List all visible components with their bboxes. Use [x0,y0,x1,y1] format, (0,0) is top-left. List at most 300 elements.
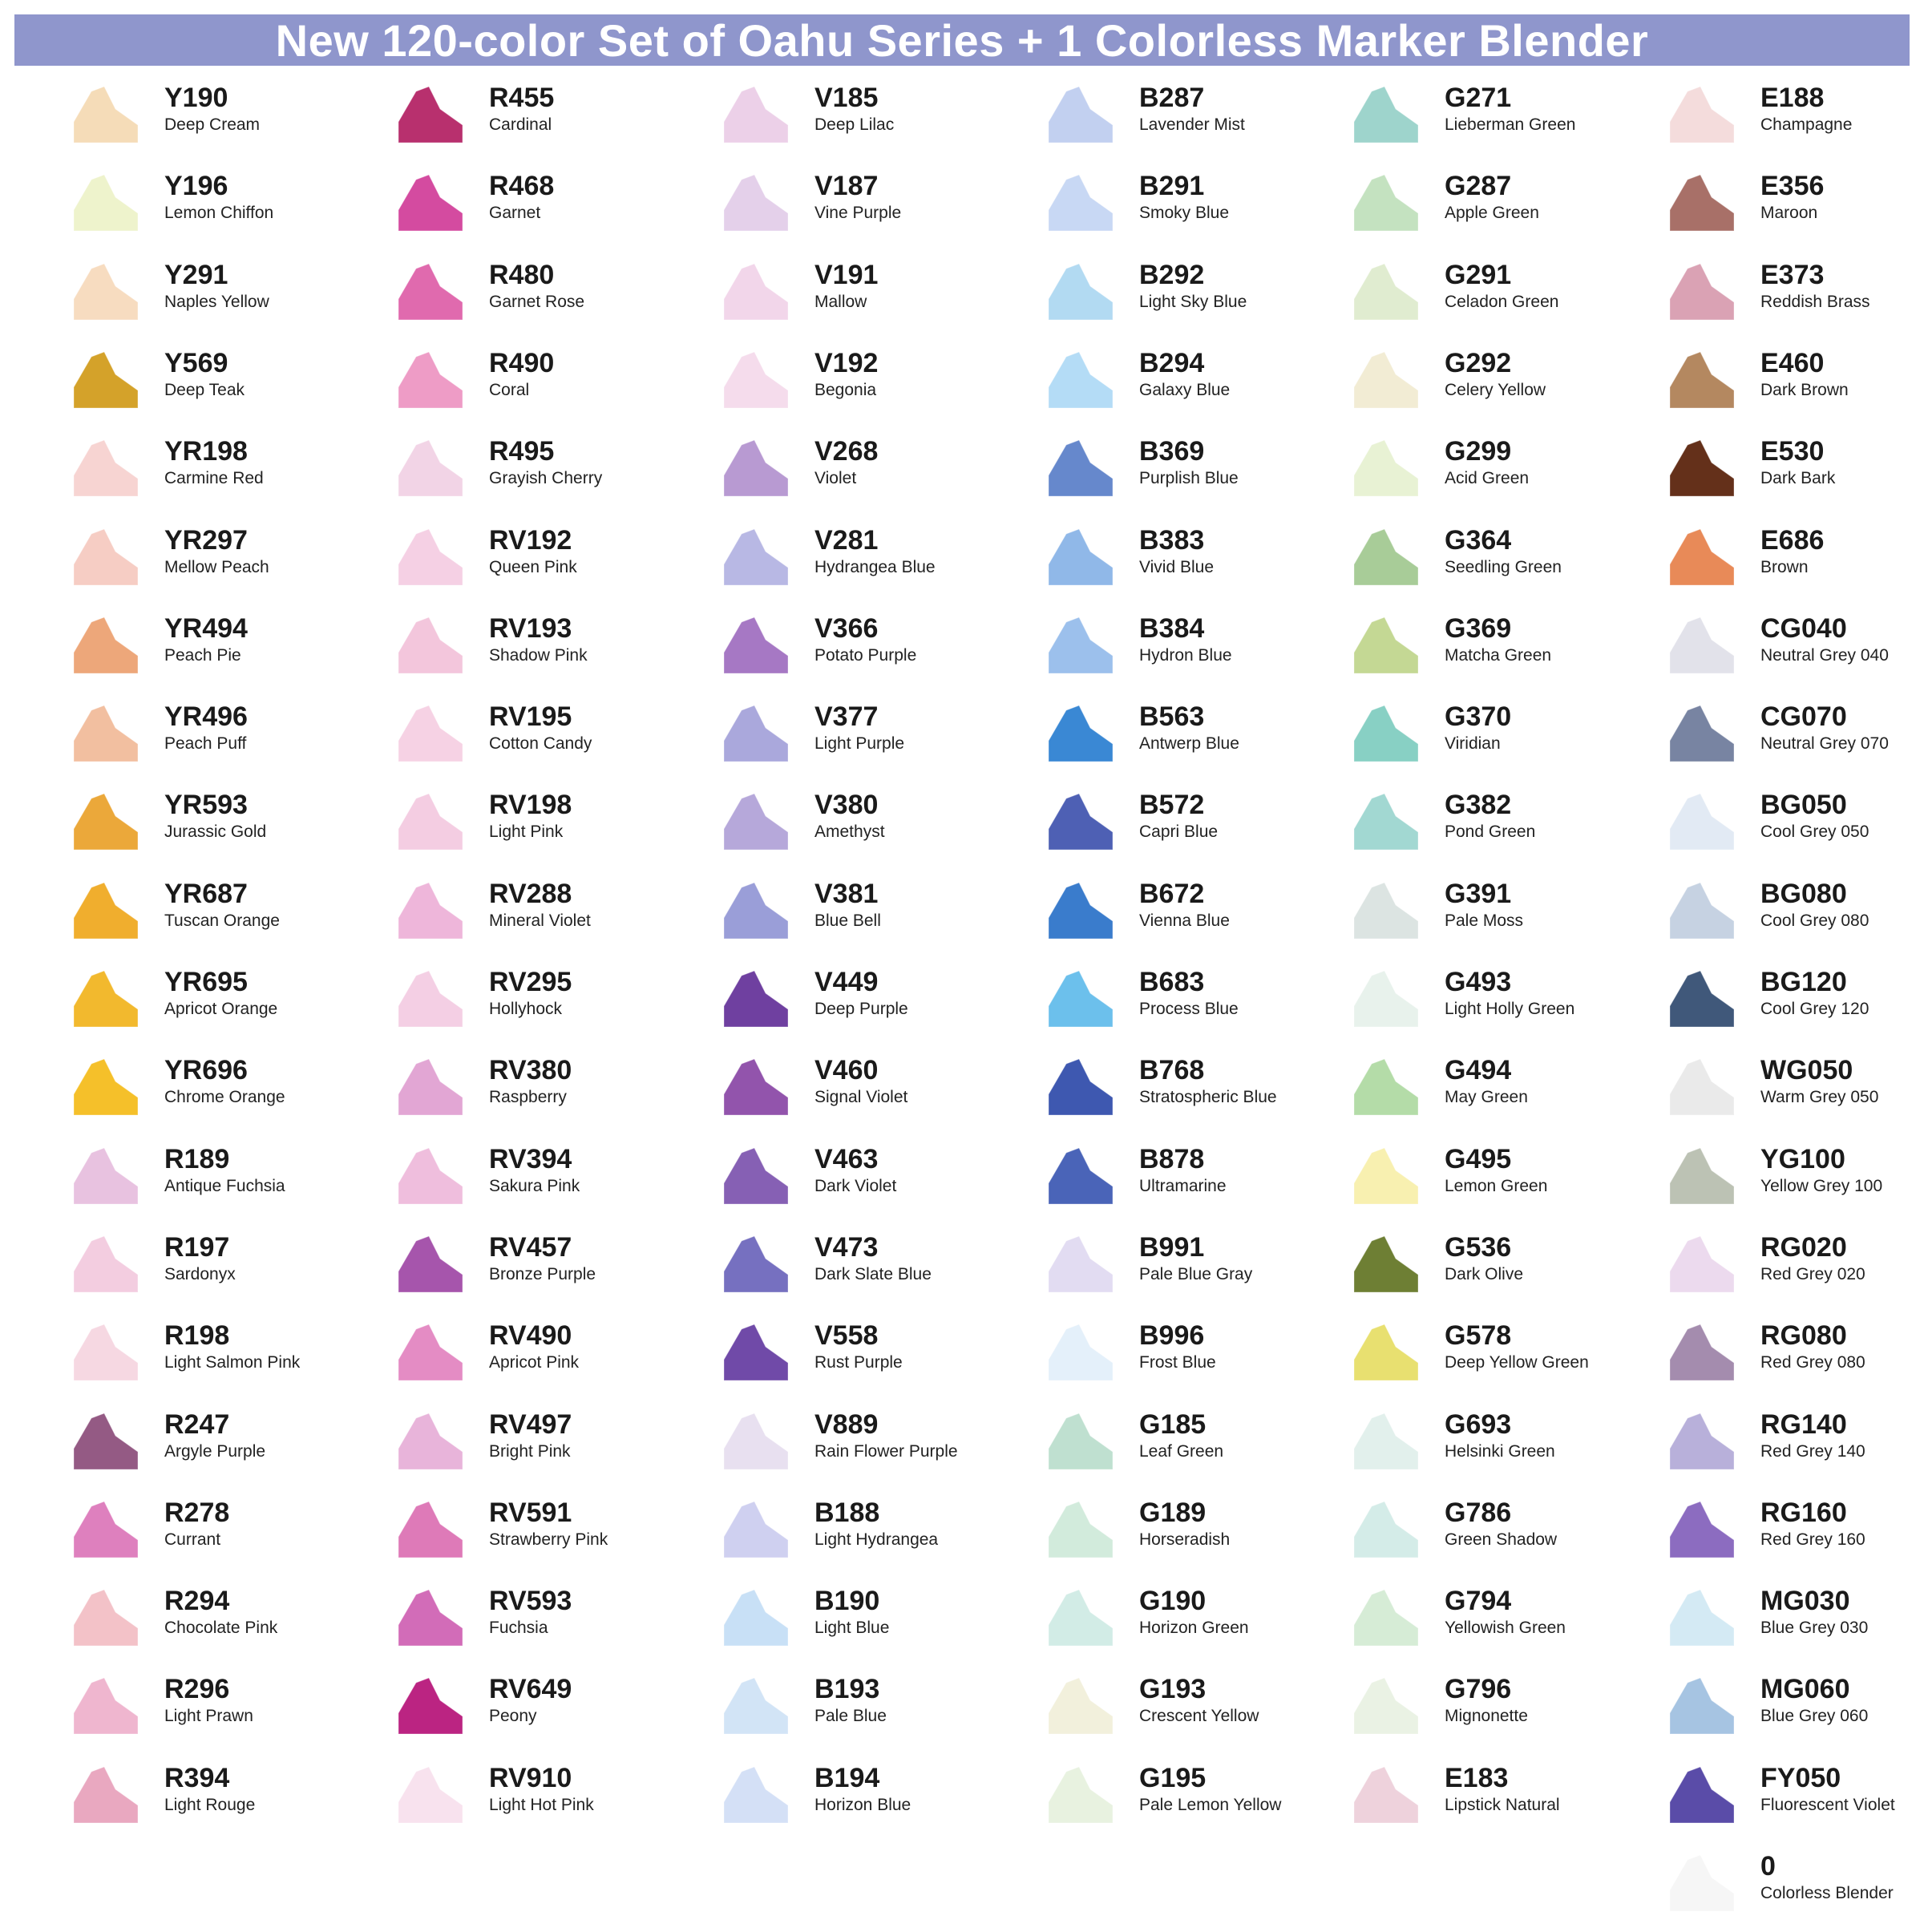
color-name: Brown [1760,558,1809,576]
color-name: Queen Pink [489,558,577,576]
marker-swatch-icon [74,794,138,850]
color-name: Light Hot Pink [489,1796,594,1814]
marker-swatch-icon [74,352,138,408]
marker-swatch-icon [74,1678,138,1734]
color-item [1354,968,1659,1048]
marker-swatch-icon [1049,1590,1113,1646]
marker-swatch-icon [1354,1413,1418,1469]
marker-swatch-icon [1670,705,1734,762]
color-item [724,1233,1029,1313]
color-code: RV457 [489,1232,572,1263]
color-code: V192 [814,348,879,378]
color-code: YR494 [164,613,248,644]
color-name: Rain Flower Purple [814,1442,958,1461]
color-name: Peach Pie [164,646,241,665]
color-item [1049,261,1353,341]
color-code: RV193 [489,613,572,644]
color-name: Light Purple [814,734,905,753]
color-code: B190 [814,1586,880,1616]
color-code: G382 [1445,790,1512,820]
color-code: B292 [1139,260,1205,290]
color-name: Blue Grey 030 [1760,1619,1869,1637]
marker-swatch-icon [398,1590,463,1646]
color-item [398,172,703,252]
color-item [74,172,378,252]
color-code: RV288 [489,879,572,909]
color-code: RV295 [489,967,572,997]
color-name: Violet [814,469,857,487]
color-item [724,83,1029,164]
color-item [1670,261,1924,341]
color-code: R455 [489,83,555,113]
color-item [398,526,703,606]
color-item [398,1321,703,1401]
color-name: Stratospheric Blue [1139,1088,1277,1106]
color-item [1670,1586,1924,1667]
color-code: G364 [1445,525,1512,556]
color-item [1670,1498,1924,1578]
color-item [74,1498,378,1578]
color-code: V449 [814,967,879,997]
color-code: CG040 [1760,613,1847,644]
color-item [724,349,1029,429]
marker-swatch-icon [724,1502,788,1558]
marker-swatch-icon [1354,794,1418,850]
color-code: FY050 [1760,1763,1841,1793]
color-name: Cool Grey 080 [1760,911,1869,930]
color-item [1354,1498,1659,1578]
color-item [724,437,1029,517]
color-item [1670,526,1924,606]
color-code: B878 [1139,1144,1205,1174]
color-item [1049,1321,1353,1401]
color-item [1049,1233,1353,1313]
color-name: Reddish Brass [1760,293,1870,311]
color-item [398,614,703,694]
marker-swatch-icon [1049,264,1113,320]
marker-swatch-icon [74,87,138,143]
color-code: B563 [1139,701,1205,732]
color-name: Pale Lemon Yellow [1139,1796,1282,1814]
color-code: G693 [1445,1409,1512,1440]
color-name: Dark Brown [1760,381,1849,399]
color-item [1670,1852,1924,1932]
color-code: B572 [1139,790,1205,820]
color-item [1670,702,1924,782]
color-item [74,790,378,871]
marker-swatch-icon [398,1413,463,1469]
marker-swatch-icon [398,617,463,673]
color-name: Frost Blue [1139,1353,1216,1372]
marker-swatch-icon [724,440,788,496]
color-name: Fluorescent Violet [1760,1796,1895,1814]
color-item [1049,702,1353,782]
marker-swatch-icon [1670,529,1734,585]
color-item [74,526,378,606]
marker-swatch-icon [1049,175,1113,231]
color-code: R294 [164,1586,230,1616]
color-code: BG120 [1760,967,1847,997]
color-name: Antique Fuchsia [164,1177,285,1195]
color-code: RV910 [489,1763,572,1793]
color-code: E373 [1760,260,1825,290]
marker-swatch-icon [398,971,463,1027]
color-item [724,879,1029,960]
color-item [398,1056,703,1136]
color-code: G391 [1445,879,1512,909]
color-code: 0 [1760,1851,1776,1881]
color-item [74,261,378,341]
color-item [724,1410,1029,1490]
color-name: Mineral Violet [489,911,591,930]
color-item [1354,1056,1659,1136]
marker-swatch-icon [1670,1413,1734,1469]
color-code: R198 [164,1320,230,1351]
color-code: R189 [164,1144,230,1174]
marker-swatch-icon [398,1767,463,1823]
color-item [1354,1675,1659,1755]
color-name: Argyle Purple [164,1442,266,1461]
color-name: Helsinki Green [1445,1442,1555,1461]
marker-swatch-icon [1670,1324,1734,1380]
marker-swatch-icon [1354,617,1418,673]
color-name: Light Blue [814,1619,890,1637]
color-code: R247 [164,1409,230,1440]
color-item [1049,83,1353,164]
marker-swatch-icon [1049,1413,1113,1469]
color-name: Green Shadow [1445,1530,1558,1549]
color-name: Cotton Candy [489,734,592,753]
color-name: Pale Blue [814,1707,887,1725]
color-code: RV394 [489,1144,572,1174]
marker-swatch-icon [398,1502,463,1558]
marker-swatch-icon [1670,87,1734,143]
color-item [74,1056,378,1136]
color-name: Begonia [814,381,877,399]
color-name: Fuchsia [489,1619,548,1637]
marker-swatch-icon [1354,883,1418,939]
color-name: Dark Slate Blue [814,1265,932,1283]
color-name: May Green [1445,1088,1528,1106]
color-code: B188 [814,1498,880,1528]
marker-swatch-icon [398,529,463,585]
color-code: RG160 [1760,1498,1847,1528]
color-name: Chocolate Pink [164,1619,278,1637]
color-name: Leaf Green [1139,1442,1224,1461]
color-code: YR297 [164,525,248,556]
marker-swatch-icon [1670,264,1734,320]
color-name: Champagne [1760,115,1853,134]
color-code: G495 [1445,1144,1512,1174]
color-code: YR593 [164,790,248,820]
marker-swatch-icon [1670,1502,1734,1558]
marker-swatch-icon [1670,971,1734,1027]
color-code: V281 [814,525,879,556]
color-code: G578 [1445,1320,1512,1351]
color-code: RV490 [489,1320,572,1351]
color-code: Y196 [164,171,228,201]
color-item [1049,1586,1353,1667]
marker-swatch-icon [398,705,463,762]
marker-swatch-icon [398,264,463,320]
color-code: RG140 [1760,1409,1847,1440]
color-name: Grayish Cherry [489,469,603,487]
marker-swatch-icon [1670,1236,1734,1292]
color-code: R278 [164,1498,230,1528]
color-item [398,1764,703,1844]
marker-swatch-icon [1670,617,1734,673]
marker-swatch-icon [1049,1324,1113,1380]
marker-swatch-icon [724,1148,788,1204]
color-item [74,1233,378,1313]
marker-swatch-icon [74,440,138,496]
color-name: Garnet [489,204,541,222]
marker-swatch-icon [1354,971,1418,1027]
color-name: Bright Pink [489,1442,571,1461]
color-code: BG050 [1760,790,1847,820]
marker-swatch-icon [74,1148,138,1204]
color-name: Red Grey 160 [1760,1530,1865,1549]
marker-swatch-icon [1670,175,1734,231]
marker-swatch-icon [1354,264,1418,320]
marker-swatch-icon [724,1413,788,1469]
marker-swatch-icon [1670,1590,1734,1646]
color-name: Apricot Orange [164,1000,278,1018]
color-name: Shadow Pink [489,646,588,665]
color-item [1670,1056,1924,1136]
color-code: G370 [1445,701,1512,732]
color-item [1354,879,1659,960]
color-code: V185 [814,83,879,113]
color-name: Deep Teak [164,381,245,399]
color-item [1049,1145,1353,1225]
color-code: R197 [164,1232,230,1263]
color-code: R468 [489,171,555,201]
color-name: Celadon Green [1445,293,1559,311]
color-name: Hollyhock [489,1000,563,1018]
color-code: MG060 [1760,1674,1850,1704]
color-code: G536 [1445,1232,1512,1263]
color-name: Light Salmon Pink [164,1353,301,1372]
color-code: BG080 [1760,879,1847,909]
color-code: B996 [1139,1320,1205,1351]
marker-swatch-icon [398,883,463,939]
color-name: Neutral Grey 040 [1760,646,1889,665]
color-code: G369 [1445,613,1512,644]
color-name: Smoky Blue [1139,204,1230,222]
color-item [1049,1410,1353,1490]
marker-swatch-icon [1049,87,1113,143]
marker-swatch-icon [1049,1236,1113,1292]
color-code: R296 [164,1674,230,1704]
marker-swatch-icon [1354,1502,1418,1558]
color-name: Tuscan Orange [164,911,280,930]
color-item [1670,83,1924,164]
color-code: RV192 [489,525,572,556]
color-name: Colorless Blender [1760,1884,1894,1902]
color-code: RV591 [489,1498,572,1528]
marker-swatch-icon [1670,883,1734,939]
color-code: G796 [1445,1674,1512,1704]
color-code: YG100 [1760,1144,1845,1174]
color-item [1354,526,1659,606]
color-code: E530 [1760,436,1825,467]
color-item [74,968,378,1048]
color-name: Blue Grey 060 [1760,1707,1869,1725]
color-name: Peach Puff [164,734,247,753]
color-code: YR687 [164,879,248,909]
color-item [724,1586,1029,1667]
color-item [398,1675,703,1755]
color-code: Y190 [164,83,228,113]
color-code: E356 [1760,171,1825,201]
color-code: Y569 [164,348,228,378]
color-item [1670,1764,1924,1844]
color-code: V473 [814,1232,879,1263]
marker-swatch-icon [1354,175,1418,231]
color-item [1354,1764,1659,1844]
color-name: Light Pink [489,823,564,841]
color-item [1049,879,1353,960]
marker-swatch-icon [724,87,788,143]
marker-swatch-icon [724,529,788,585]
color-item [398,1233,703,1313]
marker-swatch-icon [1670,1059,1734,1115]
color-name: Horizon Green [1139,1619,1249,1637]
color-name: Pale Blue Gray [1139,1265,1253,1283]
color-item [1670,879,1924,960]
color-code: B768 [1139,1055,1205,1085]
color-item [1049,968,1353,1048]
marker-swatch-icon [1670,440,1734,496]
marker-swatch-icon [398,794,463,850]
color-item [1354,172,1659,252]
color-item [398,968,703,1048]
color-item [1354,1321,1659,1401]
color-item [724,172,1029,252]
color-name: Seedling Green [1445,558,1562,576]
color-item [1049,1056,1353,1136]
color-code: V889 [814,1409,879,1440]
color-item [1670,1675,1924,1755]
color-name: Galaxy Blue [1139,381,1231,399]
marker-swatch-icon [724,617,788,673]
color-name: Warm Grey 050 [1760,1088,1879,1106]
color-item [1670,614,1924,694]
color-item [1670,1410,1924,1490]
color-name: Deep Yellow Green [1445,1353,1589,1372]
color-name: Celery Yellow [1445,381,1546,399]
marker-swatch-icon [1354,352,1418,408]
color-name: Horizon Blue [814,1796,911,1814]
color-code: RV380 [489,1055,572,1085]
color-code: G193 [1139,1674,1207,1704]
marker-swatch-icon [1049,1059,1113,1115]
marker-swatch-icon [74,1767,138,1823]
color-item [1049,614,1353,694]
color-item [1354,83,1659,164]
marker-swatch-icon [1670,1148,1734,1204]
color-name: Light Prawn [164,1707,253,1725]
color-name: Purplish Blue [1139,469,1239,487]
color-name: Cool Grey 050 [1760,823,1869,841]
marker-swatch-icon [1354,440,1418,496]
color-name: Ultramarine [1139,1177,1227,1195]
color-code: G271 [1445,83,1512,113]
marker-swatch-icon [74,1413,138,1469]
color-code: E183 [1445,1763,1509,1793]
marker-swatch-icon [1354,1059,1418,1115]
color-name: Naples Yellow [164,293,269,311]
color-item [1049,1675,1353,1755]
color-item [398,790,703,871]
color-name: Light Holly Green [1445,1000,1575,1018]
color-code: V268 [814,436,879,467]
color-name: Coral [489,381,530,399]
marker-swatch-icon [724,264,788,320]
marker-swatch-icon [74,1502,138,1558]
color-code: V463 [814,1144,879,1174]
color-item [724,1764,1029,1844]
marker-swatch-icon [74,264,138,320]
marker-swatch-icon [398,1236,463,1292]
marker-swatch-icon [398,1059,463,1115]
color-item [1354,349,1659,429]
marker-swatch-icon [724,1590,788,1646]
color-name: Pond Green [1445,823,1536,841]
color-code: G189 [1139,1498,1207,1528]
marker-swatch-icon [724,1767,788,1823]
color-name: Maroon [1760,204,1818,222]
color-item [74,702,378,782]
color-code: Y291 [164,260,228,290]
color-code: B194 [814,1763,880,1793]
marker-swatch-icon [1670,1855,1734,1911]
color-code: B383 [1139,525,1205,556]
marker-swatch-icon [1049,1148,1113,1204]
color-item [724,614,1029,694]
marker-swatch-icon [724,1324,788,1380]
marker-swatch-icon [1670,352,1734,408]
color-item [1049,1498,1353,1578]
color-name: Blue Bell [814,911,881,930]
marker-swatch-icon [1354,705,1418,762]
color-item [1354,1410,1659,1490]
color-name: Vienna Blue [1139,911,1230,930]
color-code: G493 [1445,967,1512,997]
color-item [724,1056,1029,1136]
color-item [1670,1145,1924,1225]
marker-swatch-icon [1049,440,1113,496]
color-name: Horseradish [1139,1530,1231,1549]
color-code: G287 [1445,171,1512,201]
color-item [724,1498,1029,1578]
color-name: Garnet Rose [489,293,585,311]
color-name: Cardinal [489,115,552,134]
marker-swatch-icon [398,440,463,496]
marker-swatch-icon [1049,971,1113,1027]
color-code: B683 [1139,967,1205,997]
color-code: R495 [489,436,555,467]
color-item [74,1586,378,1667]
color-item [724,1321,1029,1401]
color-name: Hydron Blue [1139,646,1232,665]
color-item [1354,702,1659,782]
marker-swatch-icon [74,1590,138,1646]
color-code: R480 [489,260,555,290]
color-item [1354,790,1659,871]
color-name: Dark Olive [1445,1265,1524,1283]
